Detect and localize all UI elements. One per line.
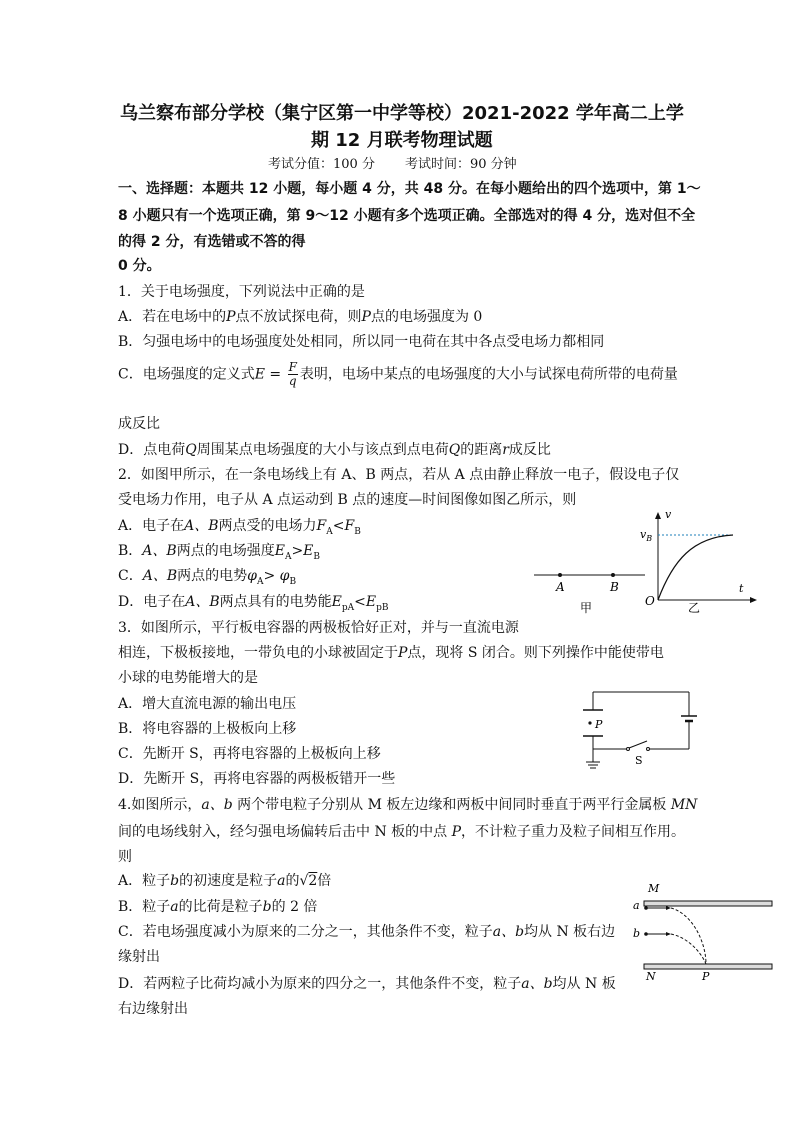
q4-option-a: A．粒子b的初速度是粒子a的√2倍: [118, 873, 332, 889]
switch-lever: [629, 741, 647, 748]
q4-option-b: B．粒子a的比荷是粒子b的 2 倍: [118, 899, 318, 915]
v-axis-label: v: [665, 508, 672, 521]
full-score: 考试分值：100 分: [268, 157, 375, 172]
q4-option-d-line1: D．若两粒子比荷均减小为原来的四分之一，其他条件不变，粒子a、b均从 N 板: [118, 976, 616, 992]
switch-contact-right: [647, 748, 650, 751]
q4-plates-figure: [628, 878, 778, 984]
q1-option-d: D．点电荷Q周围某点电场强度的大小与该点到点电荷Q的距离r成反比: [118, 442, 551, 458]
q3-circuit-figure: [575, 688, 705, 774]
particle-b-label: b: [633, 927, 641, 940]
q4-option-d-line2: 右边缘射出: [118, 1001, 188, 1017]
q3-stem-line1: 3．如图所示，平行板电容器的两极板恰好正对，并与一直流电源: [118, 620, 519, 636]
q3-option-c: C．先断开 S，再将电容器的上极板向上移: [118, 746, 381, 762]
particle-b-arrow: [666, 932, 671, 936]
q4-stem-line2: 间的电场线射入，经匀强电场偏转后击中 N 板的中点 P，不计粒子重力及粒子间相互作用。: [118, 824, 686, 840]
point-p-label: P: [595, 718, 603, 731]
t-axis-arrow: [750, 597, 757, 603]
origin-label: O: [645, 594, 655, 608]
q2-option-c: C．A、B两点的电势$\varphi_A> \varphi_B$: [118, 568, 297, 587]
point-a-label: A: [556, 580, 565, 594]
q3-option-d: D．先断开 S，再将电容器的两极板错开一些: [118, 771, 396, 787]
q4-option-c-line2: 缘射出: [118, 949, 160, 965]
q2-stem-line2: 受电场力作用，电子从 A 点运动到 B 点的速度—时间图像如图乙所示，则: [118, 492, 577, 508]
plate-n: [644, 964, 772, 969]
q1-option-c-cont: 成反比: [118, 416, 160, 432]
exam-time: 考试时间：90 分钟: [405, 157, 517, 172]
plate-n-label: N: [646, 970, 656, 983]
particle-b-path: [671, 934, 706, 964]
exam-title-line2: 期 12 月联考物理试题: [311, 130, 493, 151]
figure-jia-label: 甲: [580, 601, 593, 615]
switch-s-label: S: [635, 754, 643, 767]
vb-label: $v_B$: [640, 528, 653, 543]
q4-option-c-line1: C．若电场强度减小为原来的二分之一，其他条件不变，粒子a、b均从 N 板右边: [118, 924, 616, 940]
exam-title-line1: 乌兰察布部分学校（集宁区第一中学等校）2021-2022 学年高二上学: [120, 103, 684, 124]
field-strength-fraction: $\frac{F}{q}$: [288, 360, 297, 388]
section-instructions-line2: 8 小题只有一个选项正确，第 9～12 小题有多个选项正确。全部选对的得 4 分，选对但不全: [118, 208, 696, 224]
q2-figure: [528, 505, 764, 617]
q2-option-a: A．电子在A、B两点受的电场力$F_A<F_B$: [118, 518, 361, 537]
q2-stem-line1: 2．如图甲所示，在一条电场线上有 A、B 两点，若从 A 点由静止释放一电子，假设电子仅: [118, 467, 680, 483]
q2-option-d: D．电子在A、B两点具有的电势能$E_{pA}<E_{pB}$: [118, 594, 389, 613]
point-p-label: P: [702, 970, 710, 983]
q3-stem-line2: 相连，下极板接地，一带负电的小球被固定于P点，现将 S 闭合。则下列操作中能使带电: [118, 645, 664, 661]
section-instructions-line1: 一、选择题：本题共 12 小题，每小题 4 分，共 48 分。在每小题给出的四个选项中，第 1～: [118, 181, 701, 197]
figure-yi-label: 乙: [688, 601, 701, 615]
q2-option-b: B．A、B两点的电场强度$E_A>E_B$: [118, 543, 321, 562]
q3-option-a: A．增大直流电源的输出电压: [118, 696, 297, 712]
section-instructions-line3: 的得 2 分，有选错或不答的得: [118, 234, 306, 250]
v-axis-arrow: [655, 512, 661, 519]
particle-a-arrow: [666, 906, 671, 910]
point-b-label: B: [610, 580, 619, 594]
q3-option-b: B．将电容器的上极板向上移: [118, 721, 297, 737]
particle-a-label: a: [633, 899, 640, 912]
point-b-dot: [611, 573, 615, 577]
q4-stem-line1: 4.如图所示，a、b 两个带电粒子分别从 M 板左边缘和两板中间同时垂直于两平行金属板 MN: [118, 797, 698, 813]
q1-option-c: C．电场强度的定义式E = $\frac{F}{q}$ 表明，电场中某点的电场强度的大小与试探电荷所带的电荷量: [118, 360, 678, 388]
charge-point-dot: [588, 721, 591, 724]
t-axis-label: t: [739, 582, 744, 595]
q3-stem-line3: 小球的电势能增大的是: [118, 670, 258, 686]
q1-stem: 1．关于电场强度，下列说法中正确的是: [118, 284, 365, 300]
plate-m: [644, 901, 772, 906]
q1-option-a: A．若在电场中的P点不放试探电荷，则P点的电场强度为 0: [118, 309, 483, 325]
particle-a-path: [671, 908, 706, 964]
q1-option-b: B．匀强电场中的电场强度处处相同，所以同一电荷在其中各点受电场力都相同: [118, 334, 605, 350]
velocity-curve: [658, 535, 733, 600]
plate-m-label: M: [648, 882, 660, 895]
q4-stem-line3: 则: [118, 849, 132, 865]
section-instructions-line4: 0 分。: [118, 258, 161, 274]
sqrt-sign: √: [299, 873, 309, 889]
point-a-dot: [558, 573, 562, 577]
